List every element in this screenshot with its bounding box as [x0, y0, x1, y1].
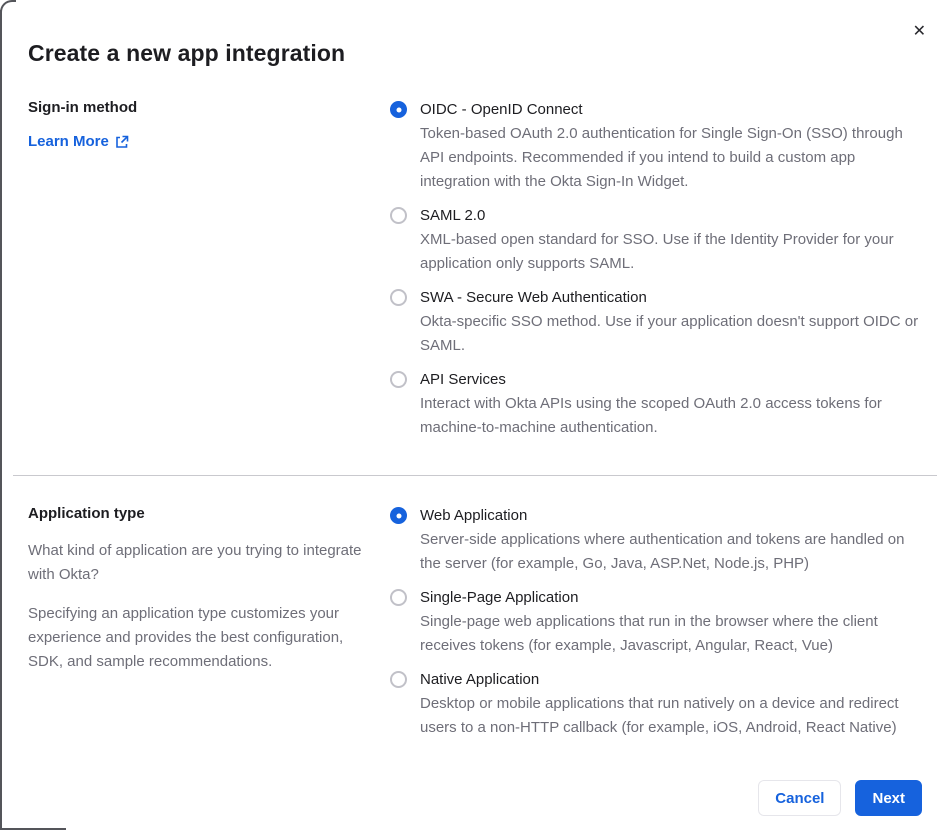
apptype-option-web-description: Server-side applications where authentication and tokens are handled on the server (for example, Go, Java, ASP.Net, Node.js, PHP) — [420, 531, 905, 572]
signin-option-api-services-label[interactable]: API Services — [420, 371, 506, 388]
radio-web-application[interactable] — [390, 507, 407, 524]
apptype-option-native — [390, 668, 922, 740]
close-icon[interactable]: ✕ — [909, 20, 930, 44]
application-type-heading: Application type — [28, 505, 145, 522]
radio-single-page-application[interactable] — [390, 589, 407, 606]
signin-option-api-services — [390, 368, 922, 440]
next-button[interactable]: Next — [855, 780, 922, 816]
signin-option-oidc-description: Token-based OAuth 2.0 authentication for Single Sign-On (SSO) through API endpoints. Recommended if you intend to build a custom app integration with the Okta Sign-In Widget. — [420, 125, 903, 190]
learn-more-label: Learn More — [28, 133, 109, 150]
signin-method-heading: Sign-in method — [28, 99, 138, 116]
application-type-question: What kind of application are you trying to integrate with Okta? — [28, 542, 362, 583]
radio-saml[interactable] — [390, 207, 407, 224]
apptype-option-web-label[interactable]: Web Application — [420, 507, 528, 524]
signin-option-oidc — [390, 98, 922, 194]
signin-option-swa — [390, 286, 922, 358]
apptype-option-web — [390, 504, 922, 576]
apptype-option-spa-description: Single-page web applications that run in the browser where the client receives tokens (for example, Javascript, Angular, React, Vue) — [420, 613, 878, 654]
learn-more-link[interactable] — [28, 133, 129, 150]
signin-option-swa-label[interactable]: SWA - Secure Web Authentication — [420, 289, 647, 306]
application-type-section — [28, 504, 922, 740]
signin-option-saml-label[interactable]: SAML 2.0 — [420, 207, 486, 224]
radio-swa[interactable] — [390, 289, 407, 306]
apptype-option-spa — [390, 586, 922, 658]
apptype-option-spa-label[interactable]: Single-Page Application — [420, 589, 579, 606]
external-link-icon — [115, 135, 129, 149]
radio-api-services[interactable] — [390, 371, 407, 388]
apptype-option-native-label[interactable]: Native Application — [420, 671, 540, 688]
signin-option-oidc-label[interactable]: OIDC - OpenID Connect — [420, 101, 583, 118]
signin-option-saml — [390, 204, 922, 276]
cancel-button[interactable]: Cancel — [758, 780, 841, 816]
signin-option-swa-description: Okta-specific SSO method. Use if your application doesn't support OIDC or SAML. — [420, 313, 919, 354]
signin-method-section — [28, 98, 922, 440]
signin-option-saml-description: XML-based open standard for SSO. Use if the Identity Provider for your application only supports SAML. — [420, 231, 894, 272]
dialog-title: Create a new app integration — [28, 40, 346, 66]
radio-native-application[interactable] — [390, 671, 407, 688]
signin-option-api-services-description: Interact with Okta APIs using the scoped OAuth 2.0 access tokens for machine-to-machine authentication. — [420, 395, 882, 436]
application-type-explanation: Specifying an application type customizes your experience and provides the best configuration, SDK, and sample recommendations. — [28, 605, 344, 670]
radio-oidc[interactable] — [390, 101, 407, 118]
section-divider — [13, 475, 937, 476]
apptype-option-native-description: Desktop or mobile applications that run natively on a device and redirect users to a non-HTTP callback (for example, iOS, Android, React Native) — [420, 695, 899, 736]
dialog-footer — [28, 780, 922, 816]
